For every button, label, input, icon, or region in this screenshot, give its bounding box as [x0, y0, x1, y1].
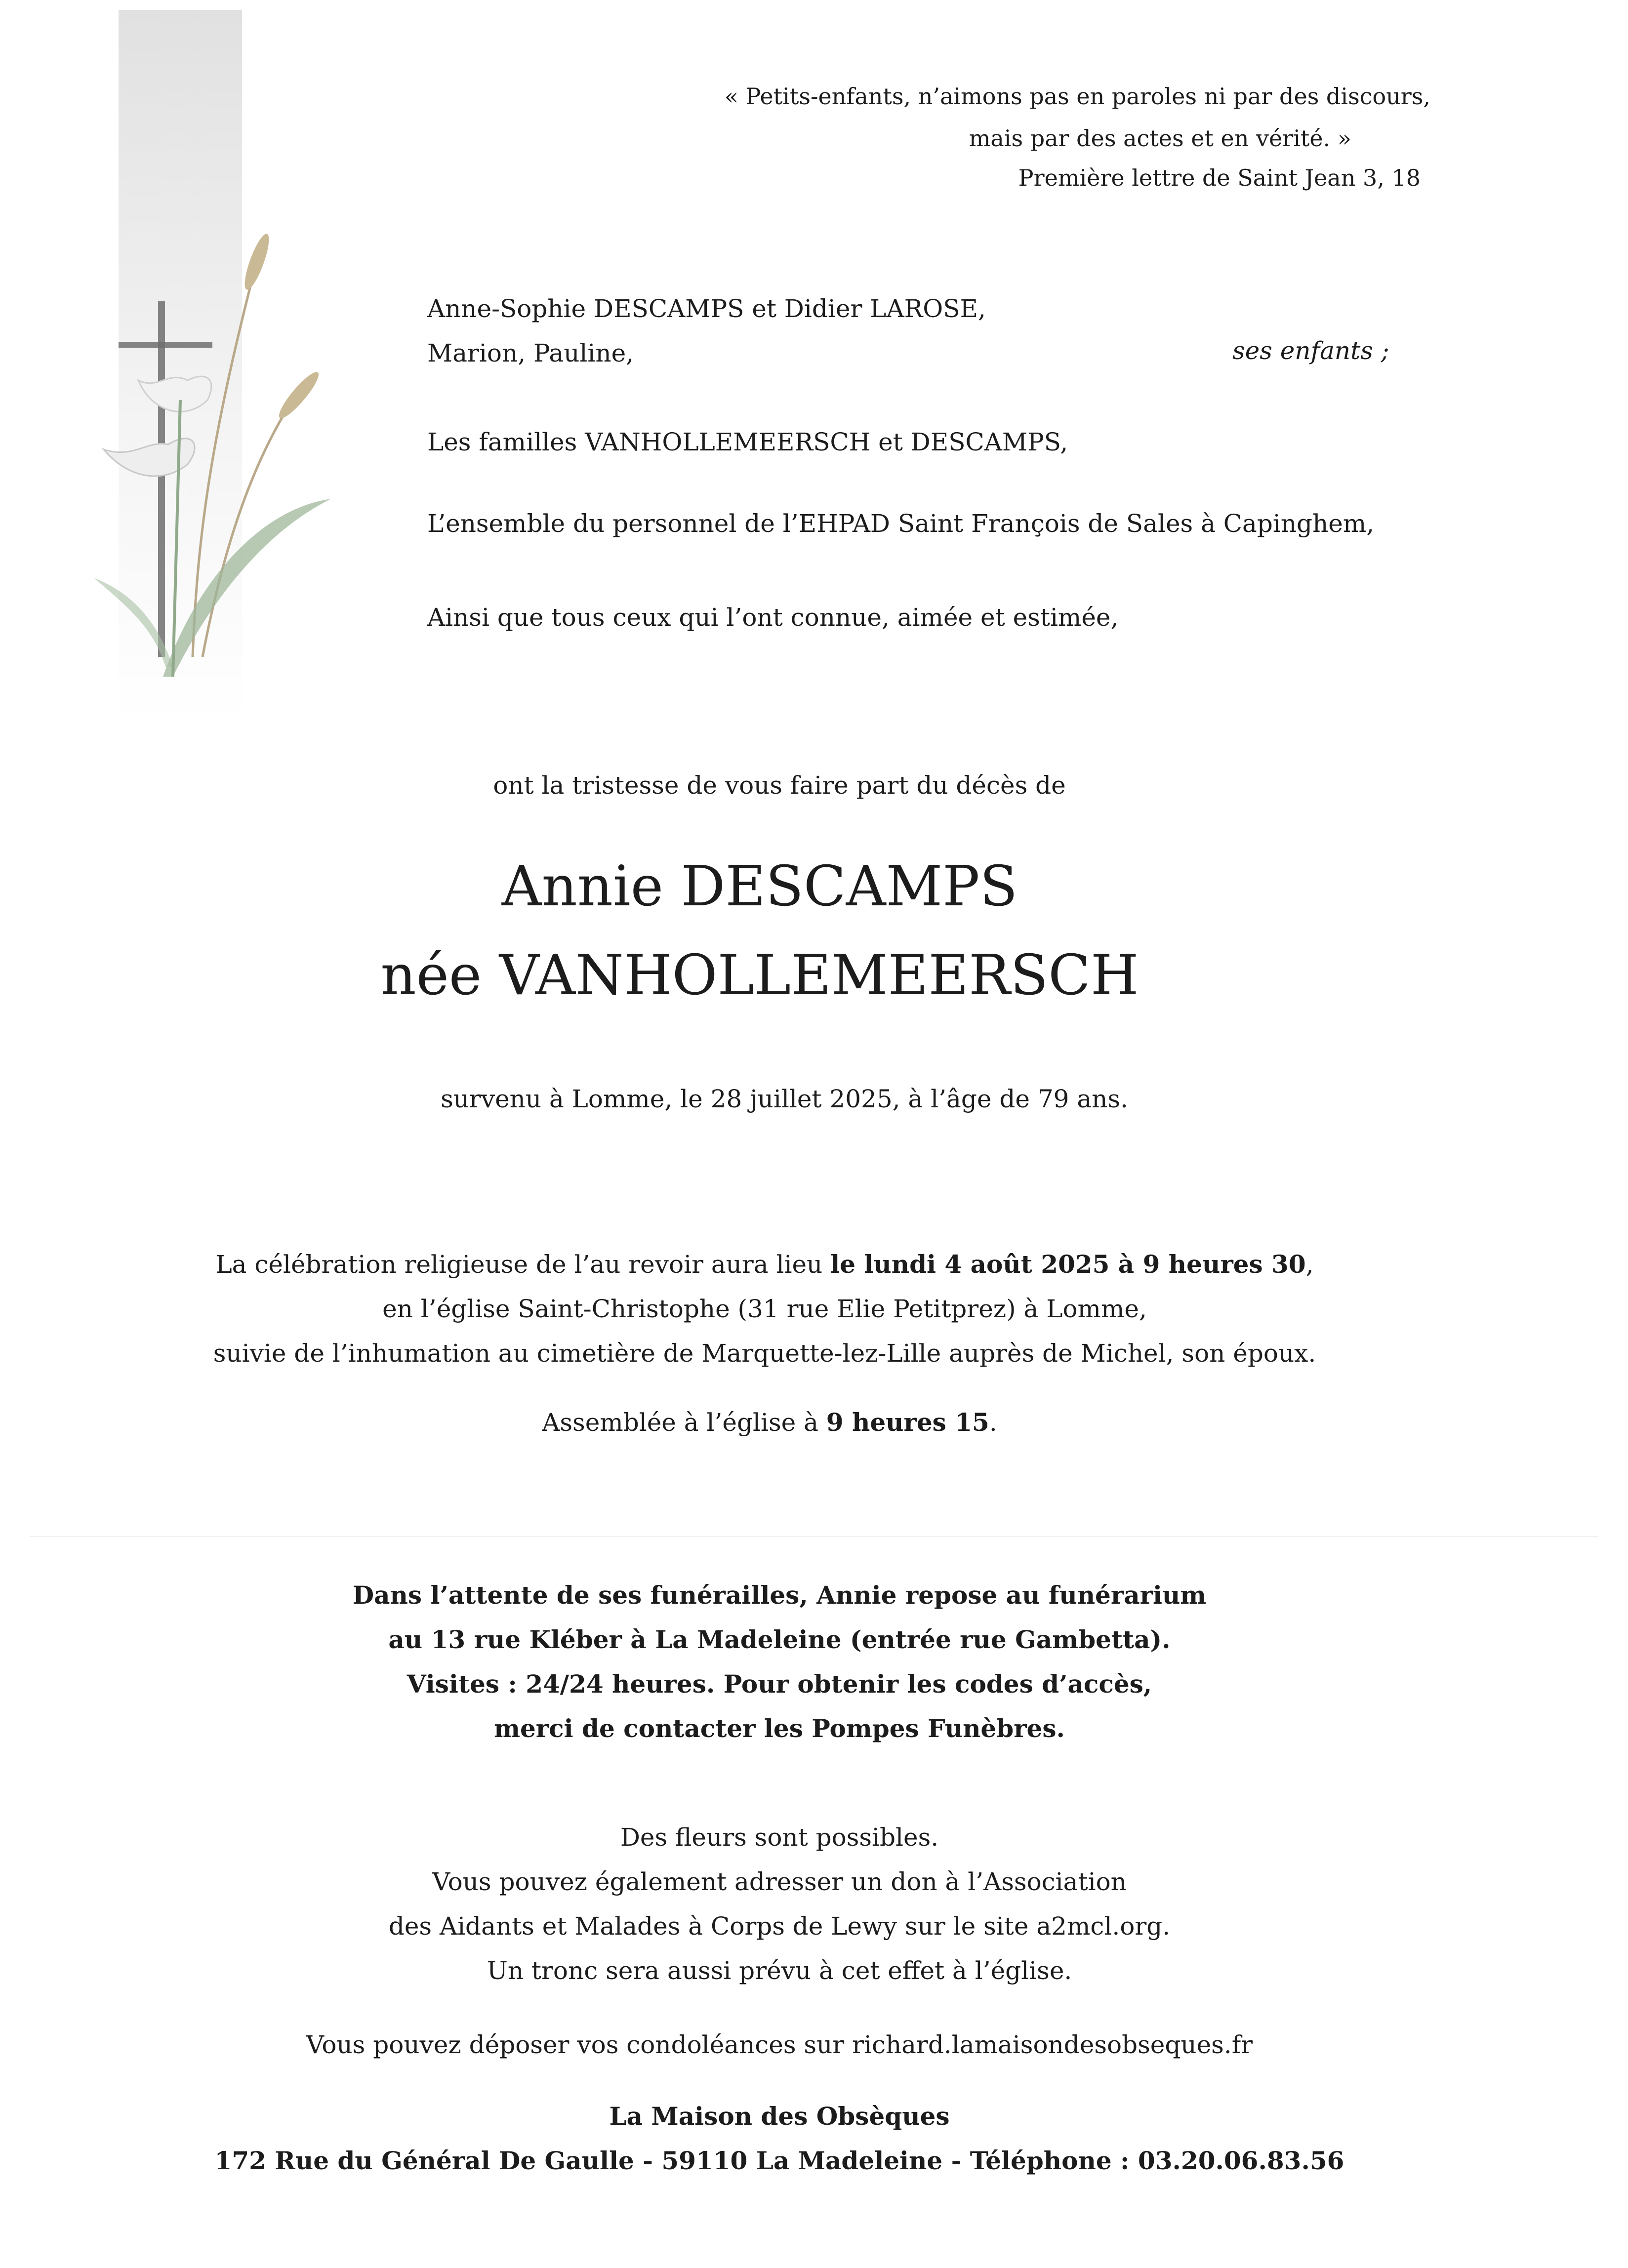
announcement-text: ont la tristesse de vous faire part du décès de — [493, 771, 1066, 800]
family-line-others: Ainsi que tous ceux qui l’ont connue, aimée et estimée, — [427, 603, 1119, 632]
family-line-children: Anne-Sophie DESCAMPS et Didier LAROSE, — [427, 294, 986, 323]
quote-line-2: mais par des actes et en vérité. » — [969, 125, 1351, 152]
condolences-text: Vous pouvez déposer vos condoléances sur richard.lamaisondesobseques.fr — [306, 2030, 1253, 2059]
deceased-maiden-name: née VANHOLLEMEERSCH — [380, 943, 1139, 1008]
family-line-grandchildren: Marion, Pauline, — [427, 339, 634, 367]
family-relation: ses enfants ; — [1232, 336, 1389, 365]
family-line-staff: L’ensemble du personnel de l’EHPAD Saint François de Sales à Capinghem, — [427, 509, 1375, 538]
funerarium-line-1: Dans l’attente de ses funérailles, Annie repose au funérarium — [352, 1580, 1207, 1610]
footer-address: 172 Rue du Général De Gaulle - 59110 La Madeleine - Téléphone : 03.20.06.83.56 — [214, 2146, 1344, 2175]
funerarium-line-3: Visites : 24/24 heures. Pour obtenir les codes d’accès, — [407, 1669, 1152, 1699]
family-line-families: Les familles VANHOLLEMEERSCH et DESCAMPS, — [427, 428, 1068, 456]
donations-line-4: Un tronc sera aussi prévu à cet effet à l’église. — [487, 1956, 1072, 1985]
death-info: survenu à Lomme, le 28 juillet 2025, à l’âge de 79 ans. — [441, 1085, 1128, 1113]
quote-source: Première lettre de Saint Jean 3, 18 — [1018, 164, 1421, 191]
donations-line-3: des Aidants et Malades à Corps de Lewy sur le site a2mcl.org. — [388, 1912, 1171, 1941]
ceremony-line-2: en l’église Saint-Christophe (31 rue Elie Petitprez) à Lomme, — [382, 1295, 1147, 1323]
funerarium-line-2: au 13 rue Kléber à La Madeleine (entrée rue Gambetta). — [388, 1625, 1171, 1654]
ceremony-line-1: La célébration religieuse de l’au revoir aura lieu le lundi 4 août 2025 à 9 heures 30, — [215, 1250, 1314, 1279]
deceased-name: Annie DESCAMPS — [501, 854, 1018, 919]
cross-and-lily-illustration — [74, 232, 331, 726]
quote-line-1: « Petits-enfants, n’aimons pas en paroles ni par des discours, — [724, 83, 1430, 110]
section-divider — [30, 1536, 1598, 1537]
ceremony-assembly: Assemblée à l’église à 9 heures 15. — [542, 1408, 997, 1437]
footer-company: La Maison des Obsèques — [609, 2102, 950, 2131]
donations-line-1: Des fleurs sont possibles. — [620, 1823, 939, 1852]
ceremony-line-3: suivie de l’inhumation au cimetière de Marquette-lez-Lille auprès de Michel, son époux. — [213, 1339, 1316, 1368]
funerarium-line-4: merci de contacter les Pompes Funèbres. — [494, 1714, 1065, 1743]
donations-line-2: Vous pouvez également adresser un don à l’Association — [432, 1867, 1127, 1896]
